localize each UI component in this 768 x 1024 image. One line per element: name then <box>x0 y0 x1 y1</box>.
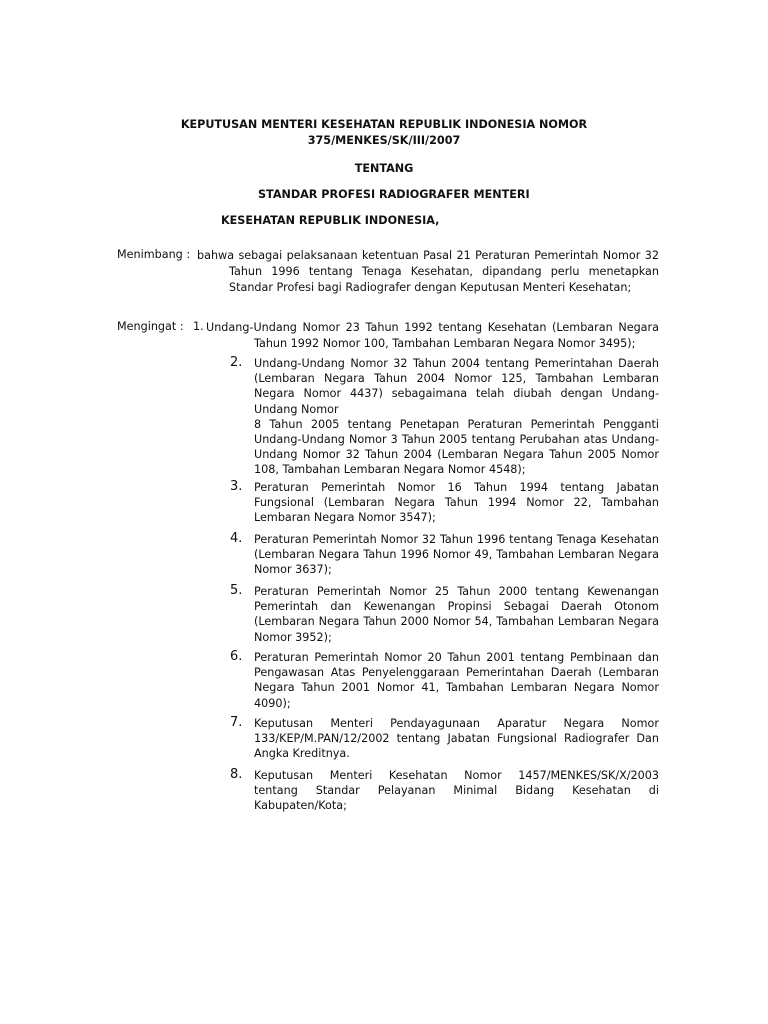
item-line: 133/KEP/M.PAN/12/2002 tentang Jabatan Fungsional Radiografer Dan <box>254 732 659 746</box>
item-number: 2. <box>230 355 243 370</box>
item-line: (Lembaran Negara Tahun 2000 Nomor 54, Tambahan Lembaran Negara <box>254 615 659 629</box>
item-line: Undang Nomor 32 Tahun 2004 (Lembaran Negara Tahun 2005 Nomor <box>254 448 659 462</box>
item-line: Lembaran Negara Nomor 3547); <box>254 511 436 525</box>
item-line: Negara Tahun 2001 Nomor 41, Tambahan Lembaran Negara Nomor <box>254 681 659 695</box>
menimbang-line: Standar Profesi bagi Radiografer dengan Keputusan Menteri Kesehatan; <box>229 281 632 294</box>
subject-line2: KESEHATAN REPUBLIK INDONESIA, <box>221 214 440 227</box>
decree-title-line2: 375/MENKES/SK/III/2007 <box>307 134 461 147</box>
item-line: Pengawasan Atas Penyelenggaraan Pemerintahan Daerah (Lembaran <box>254 666 659 680</box>
item-line: Pemerintah dan Kewenangan Propinsi Sebagai Daerah Otonom <box>254 600 659 614</box>
item-line: Undang-Undang Nomor 32 Tahun 2004 tentang Pemerintahan Daerah <box>254 357 659 370</box>
item-line: Peraturan Pemerintah Nomor 16 Tahun 1994 tentang Jabatan <box>254 481 659 494</box>
item-line: (Lembaran Negara Tahun 1996 Nomor 49, Tambahan Lembaran Negara <box>254 548 659 562</box>
item-line: Undang-Undang Nomor 3 Tahun 2005 tentang Perubahan atas Undang- <box>254 433 659 446</box>
item-number: 5. <box>230 583 243 598</box>
item-line: Angka Kreditnya. <box>254 747 350 761</box>
item-number: 7. <box>230 715 243 730</box>
item-number: 8. <box>230 767 243 782</box>
item-line: Kabupaten/Kota; <box>254 799 347 813</box>
item-number: 6. <box>230 649 243 664</box>
tentang-heading: TENTANG <box>354 162 414 175</box>
item-line: Nomor 3952); <box>254 630 332 644</box>
item-line: Peraturan Pemerintah Nomor 25 Tahun 2000 tentang Kewenangan <box>254 585 659 598</box>
decree-title-line1: KEPUTUSAN MENTERI KESEHATAN REPUBLIK INDONESIA NOMOR <box>180 118 588 131</box>
item-line: Keputusan Menteri Pendayagunaan Aparatur Negara Nomor <box>254 717 659 730</box>
item-line: Keputusan Menteri Kesehatan Nomor 1457/MENKES/SK/X/2003 <box>254 769 659 782</box>
item-number: 4. <box>230 531 243 546</box>
item-number: 1. <box>193 320 204 333</box>
item-line: Peraturan Pemerintah Nomor 32 Tahun 1996 tentang Tenaga Kesehatan <box>254 533 659 546</box>
item-line: Undang-Undang Nomor 23 Tahun 1992 tentang Kesehatan (Lembaran Negara <box>206 321 659 334</box>
menimbang-line: Tahun 1996 tentang Tenaga Kesehatan, dipandang perlu menetapkan <box>229 265 659 278</box>
item-line: 4090); <box>254 696 291 710</box>
item-line: Fungsional (Lembaran Negara Tahun 1994 Nomor 22, Tambahan <box>254 496 659 510</box>
item-line: 108, Tambahan Lembaran Negara Nomor 4548); <box>254 463 526 477</box>
item-line: Undang Nomor <box>254 402 339 416</box>
menimbang-line: bahwa sebagai pelaksanaan ketentuan Pasal 21 Peraturan Pemerintah Nomor 32 <box>197 249 659 262</box>
menimbang-label: Menimbang : <box>117 248 191 261</box>
item-line: Tahun 1992 Nomor 100, Tambahan Lembaran Negara Nomor 3495); <box>254 337 636 350</box>
item-line: 8 Tahun 2005 tentang Penetapan Peraturan Pemerintah Pengganti <box>254 417 659 431</box>
mengingat-label: Mengingat : <box>117 320 184 333</box>
item-line: Peraturan Pemerintah Nomor 20 Tahun 2001 tentang Pembinaan dan <box>254 651 659 664</box>
item-line: Negara Nomor 4437) sebagaimana telah diubah dengan Undang- <box>254 387 659 401</box>
item-number: 3. <box>230 479 243 494</box>
item-line: (Lembaran Negara Tahun 2004 Nomor 125, Tambahan Lembaran <box>254 372 659 386</box>
subject-line1: STANDAR PROFESI RADIOGRAFER MENTERI <box>258 188 530 201</box>
item-line: tentang Standar Pelayanan Minimal Bidang Kesehatan di <box>254 784 659 798</box>
item-line: Nomor 3637); <box>254 563 332 577</box>
